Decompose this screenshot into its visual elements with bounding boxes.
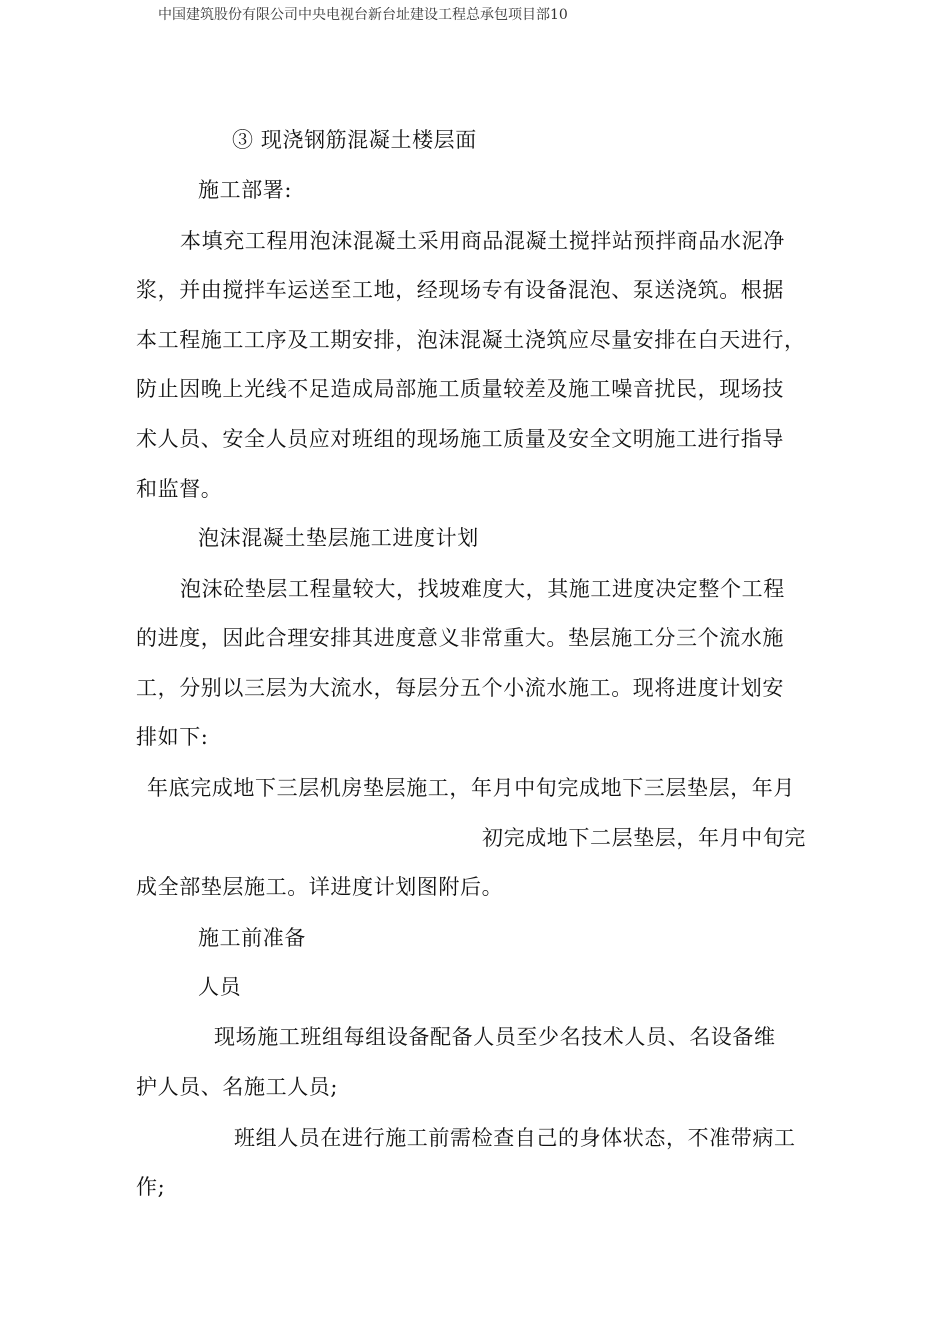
paragraph-line: 年底完成地下三层机房垫层施工，年月中旬完成地下三层垫层，年月 xyxy=(147,776,795,800)
paragraph-line: 排如下: xyxy=(136,725,209,749)
deployment-heading: 施工部署: xyxy=(198,178,293,202)
paragraph-line: 浆，并由搅拌车运送至工地，经现场专有设备混泡、泵送浇筑。根据 xyxy=(136,278,784,302)
paragraph-line: 工，分别以三层为大流水，每层分五个小流水施工。现将进度计划安 xyxy=(136,676,784,700)
paragraph-line: 的进度，因此合理安排其进度意义非常重大。垫层施工分三个流水施 xyxy=(136,626,784,650)
paragraph-line: 初完成地下二层垫层，年月中旬完 xyxy=(482,826,806,850)
paragraph-line: 护人员、名施工人员; xyxy=(136,1075,339,1099)
paragraph-line: 本填充工程用泡沫混凝土采用商品混凝土搅拌站预拌商品水泥净 xyxy=(180,229,785,253)
schedule-heading: 泡沫混凝土垫层施工进度计划 xyxy=(198,526,479,550)
paragraph-line: 泡沫砼垫层工程量较大，找坡难度大，其施工进度决定整个工程 xyxy=(180,577,785,601)
paragraph-line: 防止因晚上光线不足造成局部施工质量较差及施工噪音扰民，现场技 xyxy=(136,377,784,401)
section-title: ③ 现浇钢筋混凝土楼层面 xyxy=(232,128,477,152)
paragraph-line: 作; xyxy=(136,1175,166,1199)
page-header: 中国建筑股份有限公司中央电视台新台址建设工程总承包项目部10 xyxy=(158,7,568,23)
prep-heading: 施工前准备 xyxy=(198,926,306,950)
personnel-heading: 人员 xyxy=(198,975,242,999)
paragraph-line: 成全部垫层施工。详进度计划图附后。 xyxy=(136,875,504,899)
paragraph-line: 术人员、安全人员应对班组的现场施工质量及安全文明施工进行指导 xyxy=(136,427,784,451)
paragraph-line: 班组人员在进行施工前需检查自己的身体状态，不准带病工 xyxy=(234,1126,796,1150)
paragraph-line: 现场施工班组每组设备配备人员至少名技术人员、名设备维 xyxy=(214,1025,776,1049)
paragraph-line: 和监督。 xyxy=(136,477,223,501)
paragraph-line: 本工程施工工序及工期安排，泡沫混凝土浇筑应尽量安排在白天进行， xyxy=(136,328,806,352)
